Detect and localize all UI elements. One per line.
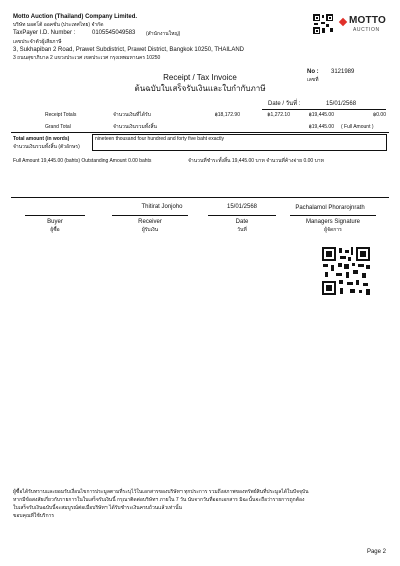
logo-brand-text: MOTTO bbox=[349, 15, 386, 26]
document-title-thai: ต้นฉบับใบเสร็จรับเงินและใบกำกับภาษี bbox=[134, 84, 266, 93]
buyer-label: Buyer bbox=[47, 219, 63, 225]
qr-code-icon bbox=[313, 14, 333, 34]
payment-summary: Full Amount 19,445.00 (bahts) Outstanding Amount 0.00 bahts bbox=[13, 158, 152, 164]
words-label: Total amount (in words) bbox=[13, 136, 70, 142]
grand-total-note: ( Full Amount ) bbox=[341, 124, 374, 130]
receipt-extra: ฿0.00 bbox=[373, 112, 386, 118]
words-value: nineteen thousand four hundred and forty five baht exactly bbox=[95, 136, 224, 142]
taxpayer-label: TaxPayer I.D. Number : bbox=[13, 30, 76, 36]
totals-divider bbox=[262, 109, 386, 110]
receipt-totals-label-thai: จำนวนเงินที่ได้รับ bbox=[113, 112, 151, 118]
signature-top-border bbox=[11, 197, 389, 198]
manager-signature-line bbox=[290, 215, 376, 216]
receiver-name: Thitirat Jonjoho bbox=[141, 204, 183, 210]
payment-qr-code-icon bbox=[322, 247, 370, 295]
logo-sub-text: AUCTION bbox=[353, 27, 380, 33]
signature-date-value: 15/01/2568 bbox=[226, 204, 258, 210]
receipt-vat: ฿1,272.10 bbox=[267, 112, 290, 118]
document-title: Receipt / Tax Invoice bbox=[163, 73, 237, 82]
company-name: Motto Auction (Thailand) Company Limited. bbox=[13, 14, 138, 20]
logo-mark-icon bbox=[339, 18, 347, 26]
document-no-value: 3121989 bbox=[331, 69, 355, 75]
receiver-label: Receiver bbox=[138, 219, 162, 225]
company-address: 3, Sukhapiban 2 Road, Prawet Subdistrict, Prawet District, Bangkok 10250, THAILAND bbox=[13, 47, 245, 53]
date-label-signature-thai: วันที่ bbox=[237, 227, 247, 233]
receiver-signature-line bbox=[112, 215, 188, 216]
date-label-signature: Date bbox=[235, 219, 249, 225]
document-no-label-thai: เลขที่ bbox=[307, 77, 319, 83]
words-top-divider bbox=[11, 132, 389, 133]
date-label: Date / วันที่ : bbox=[268, 101, 301, 107]
branch-label: (สำนักงานใหญ่) bbox=[146, 31, 181, 37]
receipt-totals-label: Receipt Totals bbox=[45, 112, 77, 118]
footer-note-line-4: ขอบคุณที่ใช้บริการ bbox=[13, 513, 55, 519]
footer-note-line-3: ใบเสร็จรับเงินฉบับนี้จะสมบูรณ์ต่อเมื่อบริษัทฯ ได้รับชำระเงินครบถ้วนแล้วเท่านั้น bbox=[13, 505, 182, 511]
words-label-thai: จำนวนเงินรวมทั้งสิ้น (ตัวอักษร) bbox=[13, 144, 80, 150]
grand-total-value: ฿19,445.00 bbox=[308, 124, 334, 130]
page-number: Page 2 bbox=[366, 549, 386, 555]
document-no-label: No : bbox=[307, 69, 319, 75]
receipt-amount: ฿18,172.90 bbox=[214, 112, 240, 118]
buyer-label-thai: ผู้ซื้อ bbox=[50, 227, 60, 233]
taxpayer-label-thai: เลขประจำตัวผู้เสียภาษี bbox=[13, 39, 62, 45]
taxpayer-id: 0105545049583 bbox=[92, 30, 136, 36]
date-value: 15/01/2568 bbox=[326, 101, 357, 107]
receipt-total: ฿19,445.00 bbox=[308, 112, 334, 118]
payment-summary-thai: จำนวนที่ชำระทั้งสิ้น 19,445.00 บาท จำนวนที่ค้างจ่าย 0.00 บาท bbox=[188, 158, 324, 164]
footer-note-line-1: ผู้ซื้อได้รับทราบและยอมรับเงื่อนไขการประมูลตามที่ระบุไว้ในเอกสารของบริษัทฯ ทุกประการ รวมถึงสภาพของทรัพย์สินที่ประมูลได้ในปัจจุบัน bbox=[13, 489, 309, 495]
manager-name: Pachalamol Phorarojnrath bbox=[295, 205, 365, 211]
manager-label-thai: ผู้จัดการ bbox=[324, 227, 342, 233]
grand-total-label-thai: จำนวนเงินรวมทั้งสิ้น bbox=[113, 124, 157, 130]
footer-note-line-2: หากมีข้อสงสัยเกี่ยวกับรายการในใบเสร็จรับเงินนี้ กรุณาติดต่อบริษัทฯ ภายใน 7 วัน นับจากวันที่ออกเอกสาร มิฉะนั้นจะถือว่ารายการถูกต้อง bbox=[13, 497, 305, 503]
manager-label: Managers Signature bbox=[305, 219, 361, 225]
grand-total-label: Grand Total bbox=[45, 124, 71, 130]
company-name-thai: บริษัท มอตโต้ ออคชั่น (ประเทศไทย) จำกัด bbox=[13, 22, 104, 28]
date-signature-line bbox=[208, 215, 276, 216]
receiver-label-thai: ผู้รับเงิน bbox=[141, 227, 159, 233]
company-address-thai: 3 ถนนสุขาภิบาล 2 แขวงประเวศ เขตประเวศ กรุงเทพมหานคร 10250 bbox=[13, 55, 161, 61]
buyer-signature-line bbox=[25, 215, 85, 216]
